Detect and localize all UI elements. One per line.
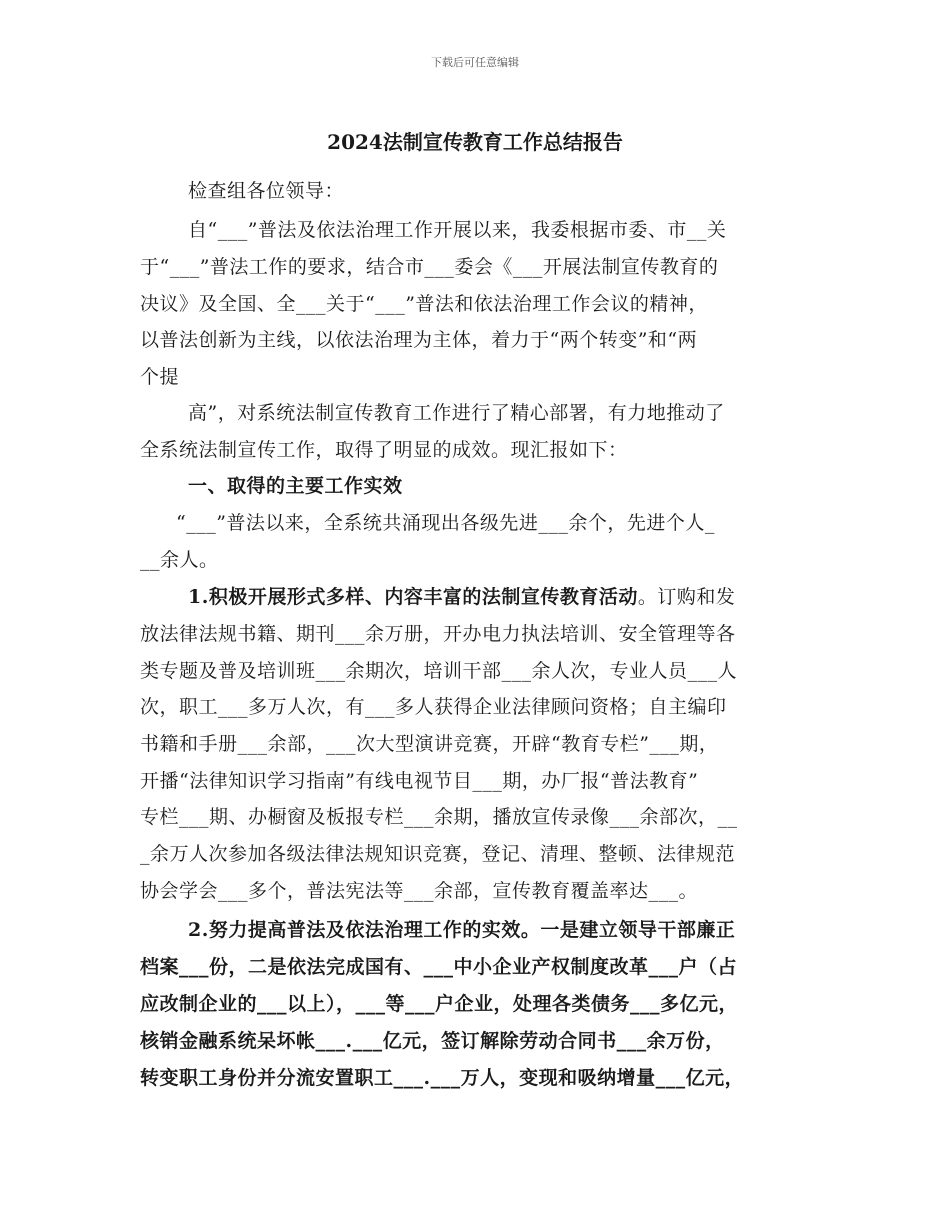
paragraph-line: 专栏___期、办橱窗及板报专栏___余期，播放宣传录像___余部次，__ xyxy=(140,806,738,828)
paragraph-line: 核销金融系统呆坏帐___.___亿元，签订解除劳动合同书___余万份， xyxy=(140,1030,725,1052)
paragraph-line: 于“___”普法工作的要求，结合市___委会《___开展法制宣传教育的 xyxy=(140,256,719,278)
paragraph-line: 自“___”普法及依法治理工作开展以来，我委根据市委、市__关 xyxy=(188,219,727,241)
paragraph-line: _余万人次参加各级法律法规知识竞赛，登记、清理、整顿、法律规范 xyxy=(140,843,736,865)
paragraph-line: 全系统法制宣传工作，取得了明显的成效。现汇报如下： xyxy=(140,439,628,461)
paragraph-line: 协会学会___多个，普法宪法等___余部，宣传教育覆盖率达___。 xyxy=(140,880,699,902)
paragraph-line: “___”普法以来，全系统共涌现出各级先进___余个，先进个人_ xyxy=(176,512,715,534)
paragraph-line: 转变职工身份并分流安置职工___.___万人，变现和吸纳增量___亿元， xyxy=(140,1067,745,1089)
paragraph-line: 个提 xyxy=(140,366,180,388)
paragraph-line: __余人。 xyxy=(140,549,219,571)
paragraph-line: 以普法创新为主线，以依法治理为主体，着力于“两个转变”和“两 xyxy=(140,329,698,351)
paragraph-line: 书籍和手册___余部，___次大型演讲竞赛，开辟“教育专栏”___期， xyxy=(140,733,719,755)
header-note: 下载后可任意编辑 xyxy=(431,56,519,69)
salutation-line: 检查组各位领导： xyxy=(188,180,345,202)
paragraph-line: 放法律法规书籍、期刊___余万册，开办电力执法培训、安全管理等各 xyxy=(140,623,736,645)
item-text: 。订购和发 xyxy=(637,586,736,608)
paragraph-line: 高”，对系统法制宣传教育工作进行了精心部署，有力地推动了 xyxy=(188,402,725,424)
document-title: 2024法制宣传教育工作总结报告 xyxy=(327,130,623,154)
paragraph-line: 类专题及普及培训班___余期次，培训干部___余人次，专业人员___人 xyxy=(140,660,738,682)
paragraph-line: 2.努力提高普法及依法治理工作的实效。一是建立领导干部廉正 xyxy=(188,919,736,941)
paragraph-line xyxy=(188,582,735,609)
paragraph-line: 档案___份，二是依法完成国有、___中小企业产权制度改革___户（占 xyxy=(140,956,738,978)
section-heading: 一、取得的主要工作实效 xyxy=(188,475,403,497)
paragraph-line: 次，职工___多万人次，有___多人获得企业法律顾问资格；自主编印 xyxy=(140,696,727,718)
item-heading: 1.积极开展形式多样、内容丰富的法制宣传教育活动 xyxy=(188,586,638,608)
paragraph-line: 应改制企业的___以上），___等___户企业，处理各类债务___多亿元， xyxy=(140,993,739,1015)
paragraph-line: 决议》及全国、全___关于“___”普法和依法治理工作会议的精神， xyxy=(140,293,708,315)
paragraph-line: 开播“法律知识学习指南”有线电视节目___期，办厂报“普法教育” xyxy=(140,770,699,792)
